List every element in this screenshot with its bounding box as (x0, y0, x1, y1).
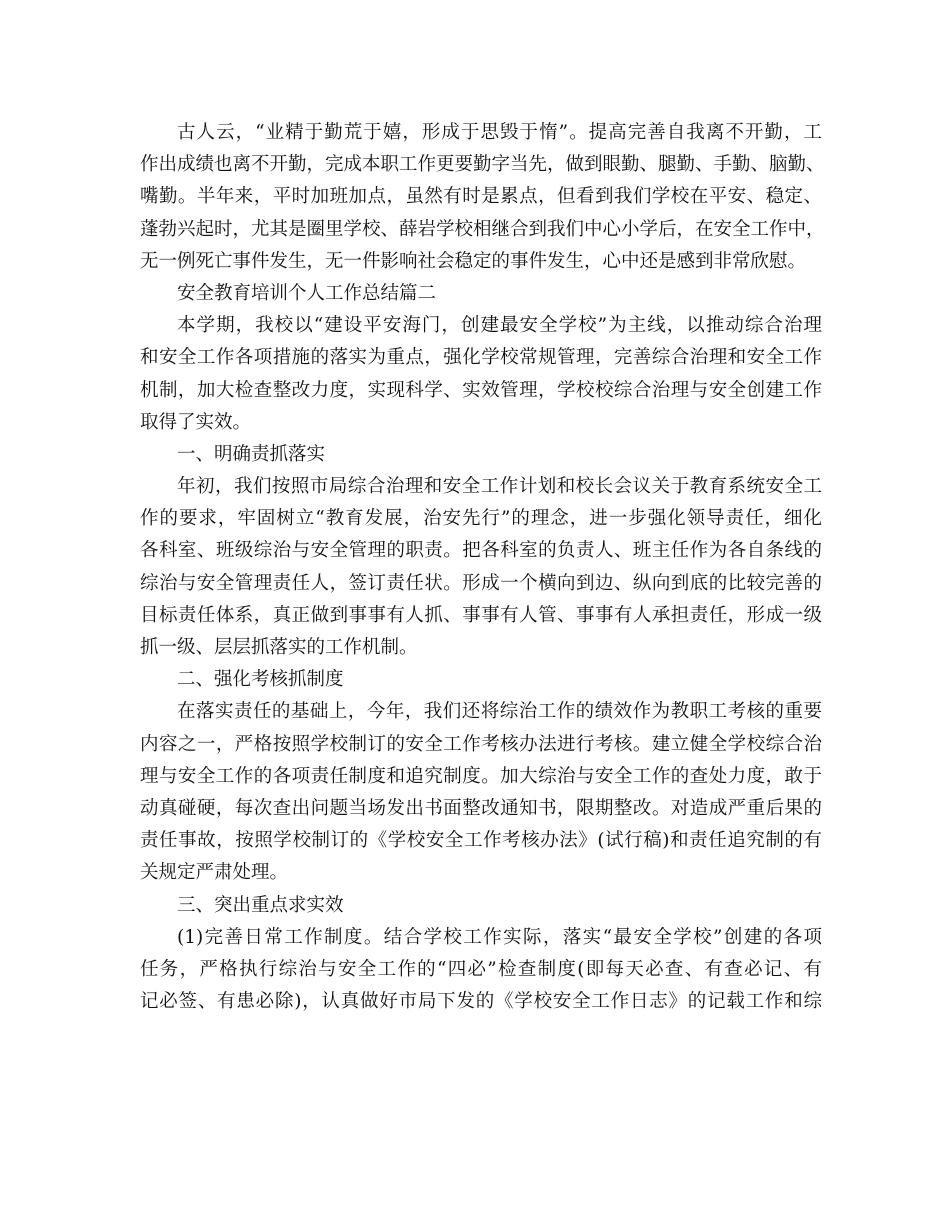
text-line: 任务，严格执行综治与安全工作的“四必”检查制度(即每天必查、有查必记、有 (140, 958, 822, 980)
text-line: 动真碰硬，每次查出问题当场发出书面整改通知书，限期整改。对造成严重后果的 (140, 797, 822, 819)
text-line: 二、强化考核抓制度 (177, 669, 344, 691)
document-body (140, 117, 825, 1018)
text-line: 内容之一，严格按照学校制订的安全工作考核办法进行考核。建立健全学校综合治 (140, 733, 822, 755)
text-line: 三、突出重点求实效 (177, 894, 344, 916)
text-line: 嘴勤。半年来，平时加班加点，虽然有时是累点，但看到我们学校在平安、稳定、 (140, 186, 822, 208)
text-line: 记必签、有患必除)，认真做好市局下发的《学校安全工作日志》的记载工作和综 (140, 991, 822, 1013)
text-line: 年初，我们按照市局综合治理和安全工作计划和校长会议关于教育系统安全工 (177, 476, 822, 498)
text-line: 理与安全工作的各项责任制度和追究制度。加大综治与安全工作的查处力度，敢于 (140, 765, 822, 787)
text-line: 各科室、班级综治与安全管理的职责。把各科室的负责人、班主任作为各自条线的 (140, 540, 822, 562)
text-line: 古人云，“业精于勤荒于嬉，形成于思毁于惰”。提高完善自我离不开勤，工 (177, 122, 822, 143)
text-line: 在落实责任的基础上，今年，我们还将综治工作的绩效作为教职工考核的重要 (177, 701, 822, 723)
text-line: 无一例死亡事件发生，无一件影响社会稳定的事件发生，心中还是感到非常欣慰。 (140, 250, 807, 272)
text-line: 目标责任体系，真正做到事事有人抓、事事有人管、事事有人承担责任，形成一级 (140, 604, 822, 626)
text-line: 责任事故，按照学校制订的《学校安全工作考核办法》(试行稿)和责任追究制的有 (140, 830, 822, 852)
text-line: 本学期，我校以“建设平安海门，创建最安全学校”为主线，以推动综合治理 (177, 315, 822, 337)
text-line: 作的要求，牢固树立“教育发展，治安先行”的理念，进一步强化领导责任，细化 (140, 508, 822, 530)
text-line: (1)完善日常工作制度。结合学校工作实际，落实“最安全学校”创建的各项 (177, 926, 822, 948)
text-line: 关规定严肃处理。 (140, 862, 289, 884)
text-line: 一、明确责抓落实 (177, 443, 326, 465)
text-line: 安全教育培训个人工作总结篇二 (177, 282, 437, 304)
text-line: 和安全工作各项措施的落实为重点，强化学校常规管理，完善综合治理和安全工作 (140, 347, 822, 369)
text-line: 抓一级、层层抓落实的工作机制。 (140, 637, 418, 658)
text-line: 蓬勃兴起时，尤其是圈里学校、薛岩学校相继合到我们中心小学后，在安全工作中， (140, 218, 825, 240)
text-line: 机制，加大检查整改力度，实现科学、实效管理，学校校综合治理与安全创建工作 (140, 379, 822, 401)
text-line: 综治与安全管理责任人，签订责任状。形成一个横向到边、纵向到底的比较完善的 (140, 572, 822, 594)
text-line: 取得了实效。 (140, 411, 252, 433)
text-line: 作出成绩也离不开勤，完成本职工作更要勤字当先，做到眼勤、腿勤、手勤、脑勤、 (140, 154, 825, 176)
